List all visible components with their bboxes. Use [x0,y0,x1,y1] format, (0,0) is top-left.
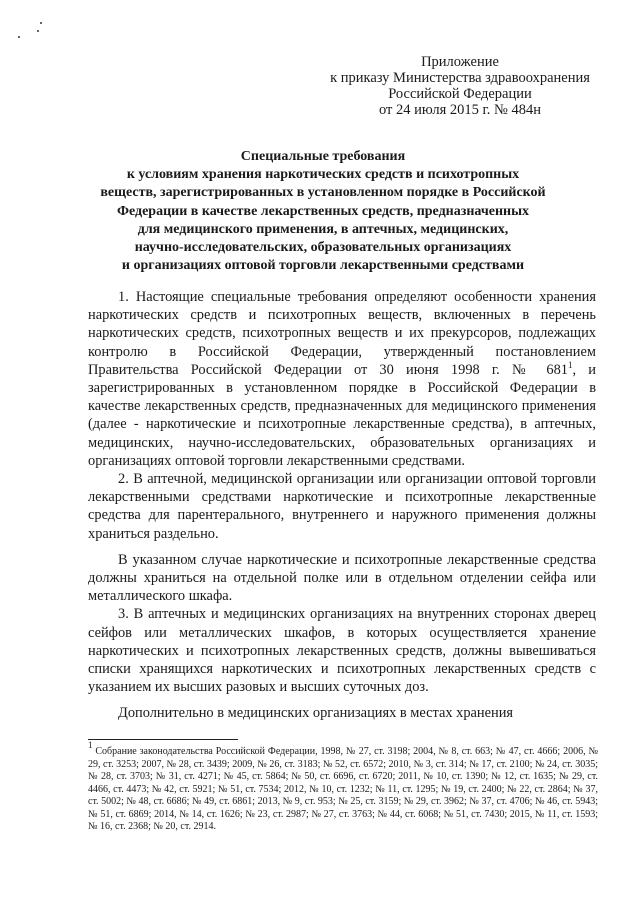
title-line: для медицинского применения, в аптечных, медицинских, [137,221,509,237]
document-body [88,288,596,723]
appendix-line: к приказу Министерства здравоохранения [330,70,590,86]
footnote-divider [88,739,238,740]
scan-speck [40,22,42,24]
appendix-header [310,54,610,118]
paragraph-4: 3. В аптечных и медицинских организациях на внутренних сторонах дверец сейфов или металлических шкафов, в которых осуществляется хранение наркотических и психотропных лекарственных средств, должны вывешиваться списки хранящихся наркотических и психотропных лекарственных средств с указанием их высших разовых и высших суточных доз. [88,606,596,696]
appendix-line: от 24 июля 2015 г. № 484н [378,102,542,118]
scan-speck [18,36,20,38]
title-line: научно-исследовательских, образовательных организациях [134,240,512,256]
appendix-line: Приложение [421,54,499,70]
title-line: Специальные требования [240,149,406,164]
paragraph-1-text-cont: , и зарегистрированных в установленном порядке в Российской Федерации в качестве лекарственных средств, предназначенных для медицинского применения (далее - наркотические и психотропные лекарственные средства), в аптечных, медицинских, научно-исследовательских, образовательных организациях и организациях оптовой торговли лекарственными средствами. [88,361,596,469]
footnote-text: Собрание законодательства Российской Федерации, 1998, № 27, ст. 3198; 2004, № 8, ст. 663; № 47, ст. 4666; 2006, № 29, ст. 3253; 2007, № 28, ст. 3439; 2009, № 26, ст. 3183; № 52, ст. 6572; 2010, № 3, ст. 314; № 17, ст. 2100; № 24, ст. 3035; № 28, ст. 3703; № 31, ст. 4271; № 45, ст. 5864; № 50, ст. 6696, ст. 6720; 2011, № 10, ст. 1390; № 12, ст. 1635; № 29, ст. 4466, ст. 4473; № 42, ст. 5921; № 51, ст. 7534; 2012, № 10, ст. 1232; № 11, ст. 1295; № 19, ст. 2400; № 22, ст. 2864; № 37, ст. 5002; № 48, ст. 6686; № 49, ст. 6861; 2013, № 9, ст. 953; № 25, ст. 3159; № 29, ст. 3962; № 37, ст. 4706; № 46, ст. 5943; № 51, ст. 6869; 2014, № 14, ст. 1626; № 23, ст. 2987; № 27, ст. 3763; № 44, ст. 6068; № 51, ст. 7430; 2015, № 11, ст. 1593; № 16, ст. 2368; № 20, ст. 2914. [88,746,598,832]
document-title [88,148,558,275]
appendix-line: Российской Федерации [388,86,532,102]
footnote-marker: 1 [88,740,93,750]
title-line: веществ, зарегистрированных в установленном порядке в Российской [100,185,546,201]
footnote [88,740,598,834]
title-line: и организациях оптовой торговли лекарственными средствами [121,258,525,274]
title-line: к условиям хранения наркотических средств и психотропных [126,167,520,183]
title-line: Федерации в качестве лекарственных средств, предназначенных [116,203,530,219]
paragraph-2: 2. В аптечной, медицинской организации или организации оптовой торговли лекарственными средствами наркотические и психотропные лекарственные средства для парентерального, внутреннего и наружного применения должны храниться раздельно. [88,471,596,542]
paragraph-1-text: 1. Настоящие специальные требования определяют особенности хранения наркотических средств и психотропных веществ, включенных в перечень наркотических средств, психотропных веществ и их прекурсоров, подлежащих контролю в Российской Федерации, утвержденный постановлением Правительства Российской Федерации от 30 июня 1998 г. № 681 [88,289,596,378]
paragraph-3: В указанном случае наркотические и психотропные лекарственные средства должны храниться на отдельной полке или в отдельном отделении сейфа или металлического шкафа. [88,551,596,605]
paragraph-5: Дополнительно в медицинских организациях в местах хранения [118,705,514,722]
scan-speck [37,30,39,32]
footnote-reference: 1 [568,359,573,370]
paragraph-1 [88,288,596,470]
